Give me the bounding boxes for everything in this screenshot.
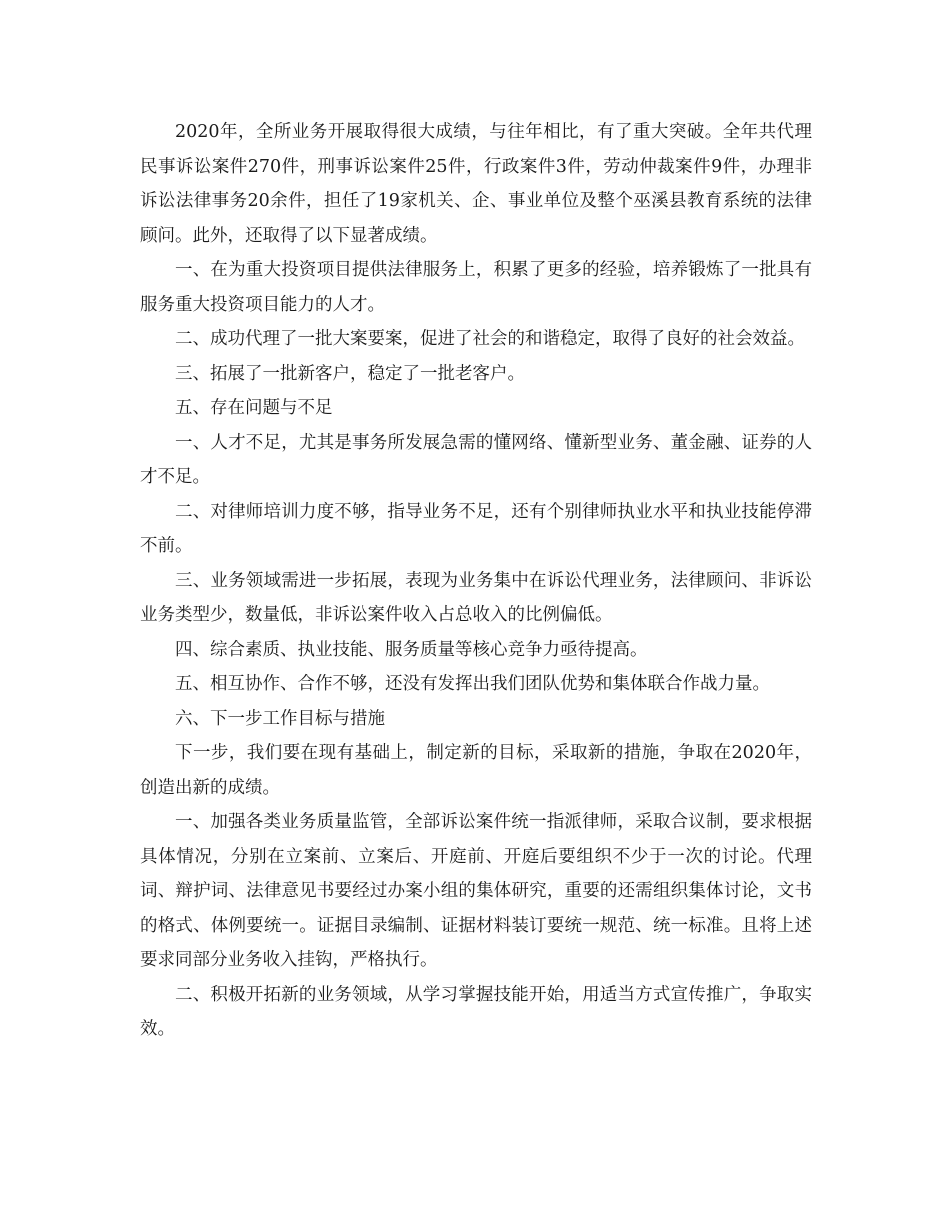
paragraph-summary: 2020年，全所业务开展取得很大成绩，与往年相比，有了重大突破。全年共代理民事诉讼案件270件，刑事诉讼案件25件，行政案件3件，劳动仲裁案件9件，办理非诉讼法律事务20余件，担任了19家机关、企、事业单位及整个巫溪县教育系统的法律顾问。此外，还取得了以下显著成绩。 bbox=[140, 122, 812, 246]
paragraph-achievement-3: 三、拓展了一批新客户，稳定了一批老客户。 bbox=[175, 363, 525, 384]
document-body bbox=[140, 115, 812, 1047]
paragraph-problem-3: 三、业务领域需进一步拓展，表现为业务集中在诉讼代理业务，法律顾问、非诉讼业务类型少，数量低，非诉讼案件收入占总收入的比例偏低。 bbox=[140, 570, 812, 625]
paragraph-measure-2: 二、积极开拓新的业务领域，从学习掌握技能开始，用适当方式宣传推广，争取实效。 bbox=[140, 984, 812, 1039]
section-heading-problems: 五、存在问题与不足 bbox=[175, 398, 333, 418]
paragraph-problem-5: 五、相互协作、合作不够，还没有发挥出我们团队优势和集体联合作战力量。 bbox=[175, 674, 770, 694]
paragraph-measure-1: 一、加强各类业务质量监管，全部诉讼案件统一指派律师，采取合议制，要求根据具体情况，分别在立案前、立案后、开庭前、开庭后要组织不少于一次的讨论。代理词、辩护词、法律意见书要经过办案小组的集体研究，重要的还需组织集体讨论，文书的格式、体例要统一。证据目录编制、证据材料装订要统一规范、统一标准。且将上述要求同部分业务收入挂钩，严格执行。 bbox=[140, 812, 812, 970]
paragraph-achievement-1: 一、在为重大投资项目提供法律服务上，积累了更多的经验，培养锻炼了一批具有服务重大投资项目能力的人才。 bbox=[140, 260, 812, 315]
paragraph-problem-2: 二、对律师培训力度不够，指导业务不足，还有个别律师执业水平和执业技能停滞不前。 bbox=[140, 501, 812, 556]
paragraph-problem-1: 一、人才不足，尤其是事务所发展急需的懂网络、懂新型业务、董金融、证券的人才不足。 bbox=[140, 432, 812, 487]
paragraph-problem-4: 四、综合素质、执业技能、服务质量等核心竞争力亟待提高。 bbox=[175, 639, 648, 660]
paragraph-next-steps-intro: 下一步，我们要在现有基础上，制定新的目标，采取新的措施，争取在2020年，创造出新的成绩。 bbox=[140, 743, 812, 798]
paragraph-achievement-2: 二、成功代理了一批大案要案，促进了社会的和谐稳定，取得了良好的社会效益。 bbox=[175, 329, 805, 349]
section-heading-next-steps: 六、下一步工作目标与措施 bbox=[175, 708, 385, 729]
